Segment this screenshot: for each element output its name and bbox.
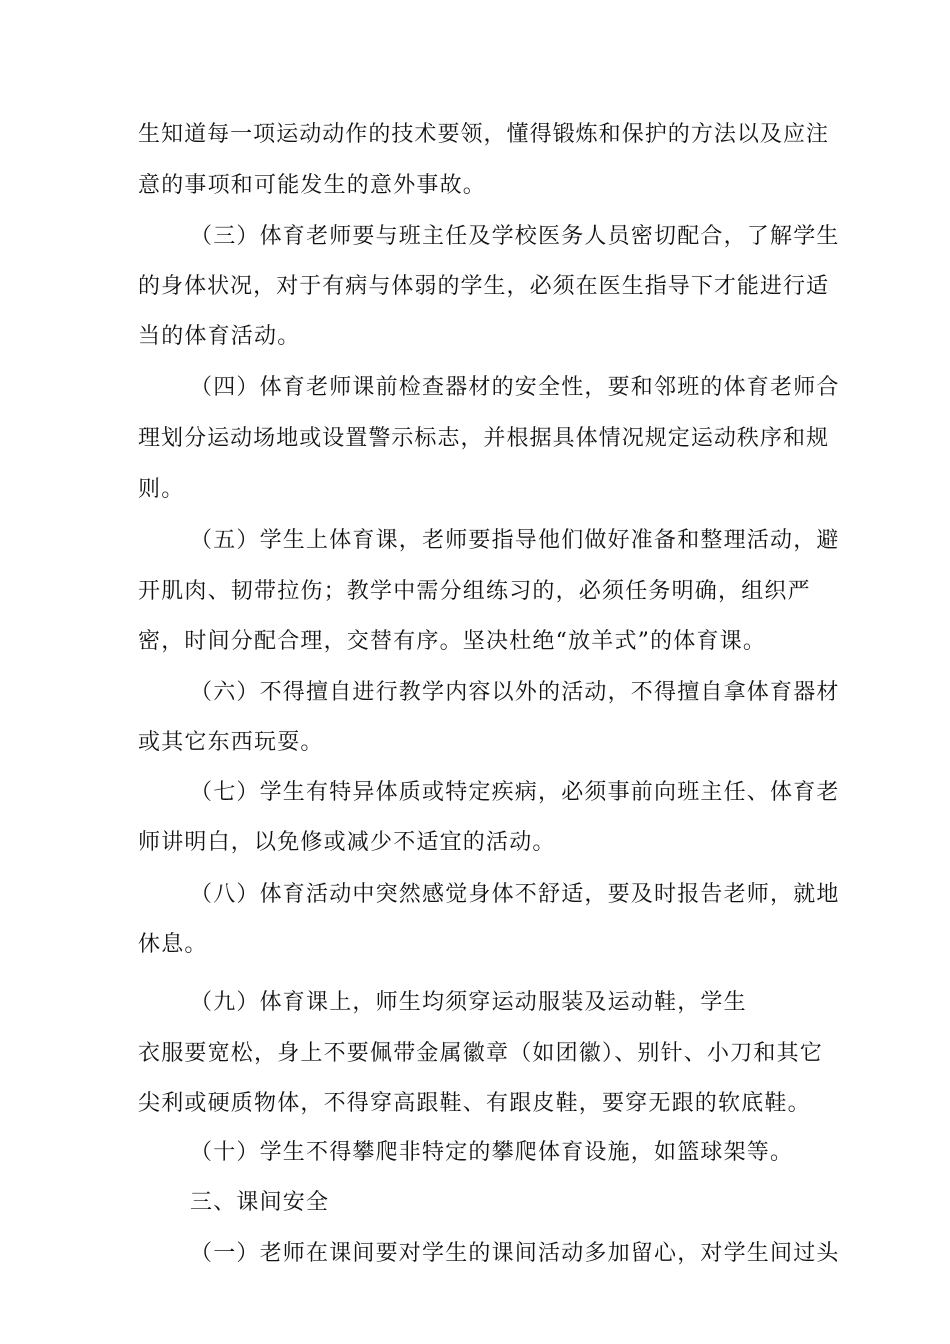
paragraph-start-line: （九）体育课上，师生均须穿运动服装及运动鞋，学生 xyxy=(190,990,747,1015)
text-line: 开肌肉、韧带拉伤；教学中需分组练习的，必须任务明确，组织严 xyxy=(138,579,811,604)
text-line: 当的体育活动。 xyxy=(138,324,301,349)
paragraph-start-line: （八）体育活动中突然感觉身体不舒适，要及时报告老师，就地 xyxy=(190,882,840,907)
text-line: 或其它东西玩耍。 xyxy=(138,730,324,755)
text-line: 理划分运动场地或设置警示标志，并根据具体情况规定运动秩序和规 xyxy=(138,426,828,451)
text-line: 的身体状况，对于有病与体弱的学生，必须在医生指导下才能进行适 xyxy=(138,274,828,299)
text-line: 密，时间分配合理，交替有序。坚决杜绝“放羊式”的体育课。 xyxy=(138,629,767,654)
text-line: 则。 xyxy=(138,477,185,502)
paragraph-start-line: （六）不得擅自进行教学内容以外的活动，不得擅自拿体育器材 xyxy=(190,680,840,705)
paragraph-start-line: （四）体育老师课前检查器材的安全性，要和邻班的体育老师合 xyxy=(190,375,840,400)
text-line: 生知道每一项运动动作的技术要领，懂得锻炼和保护的方法以及应注 xyxy=(138,122,828,147)
paragraph-start-line: （一）老师在课间要对学生的课间活动多加留心，对学生间过头 xyxy=(190,1241,840,1266)
text-line: 休息。 xyxy=(138,932,208,957)
text-line: 意的事项和可能发生的意外事故。 xyxy=(138,173,487,198)
paragraph-start-line: （十）学生不得攀爬非特定的攀爬体育设施，如篮球架等。 xyxy=(190,1140,794,1165)
paragraph-start-line: （三）体育老师要与班主任及学校医务人员密切配合，了解学生 xyxy=(190,224,840,249)
paragraph-start-line: （五）学生上体育课，老师要指导他们做好准备和整理活动，避 xyxy=(190,528,840,553)
section-heading: 三、课间安全 xyxy=(190,1190,330,1215)
text-line: 师讲明白，以免修或减少不适宜的活动。 xyxy=(138,830,556,855)
paragraph-start-line: （七）学生有特异体质或特定疾病，必须事前向班主任、体育老 xyxy=(190,780,840,805)
text-line: 尖利或硬质物体，不得穿高跟鞋、有跟皮鞋，要穿无跟的软底鞋。 xyxy=(138,1091,811,1116)
text-line: 衣服要宽松，身上不要佩带金属徽章（如团徽）、别针、小刀和其它 xyxy=(138,1041,824,1066)
